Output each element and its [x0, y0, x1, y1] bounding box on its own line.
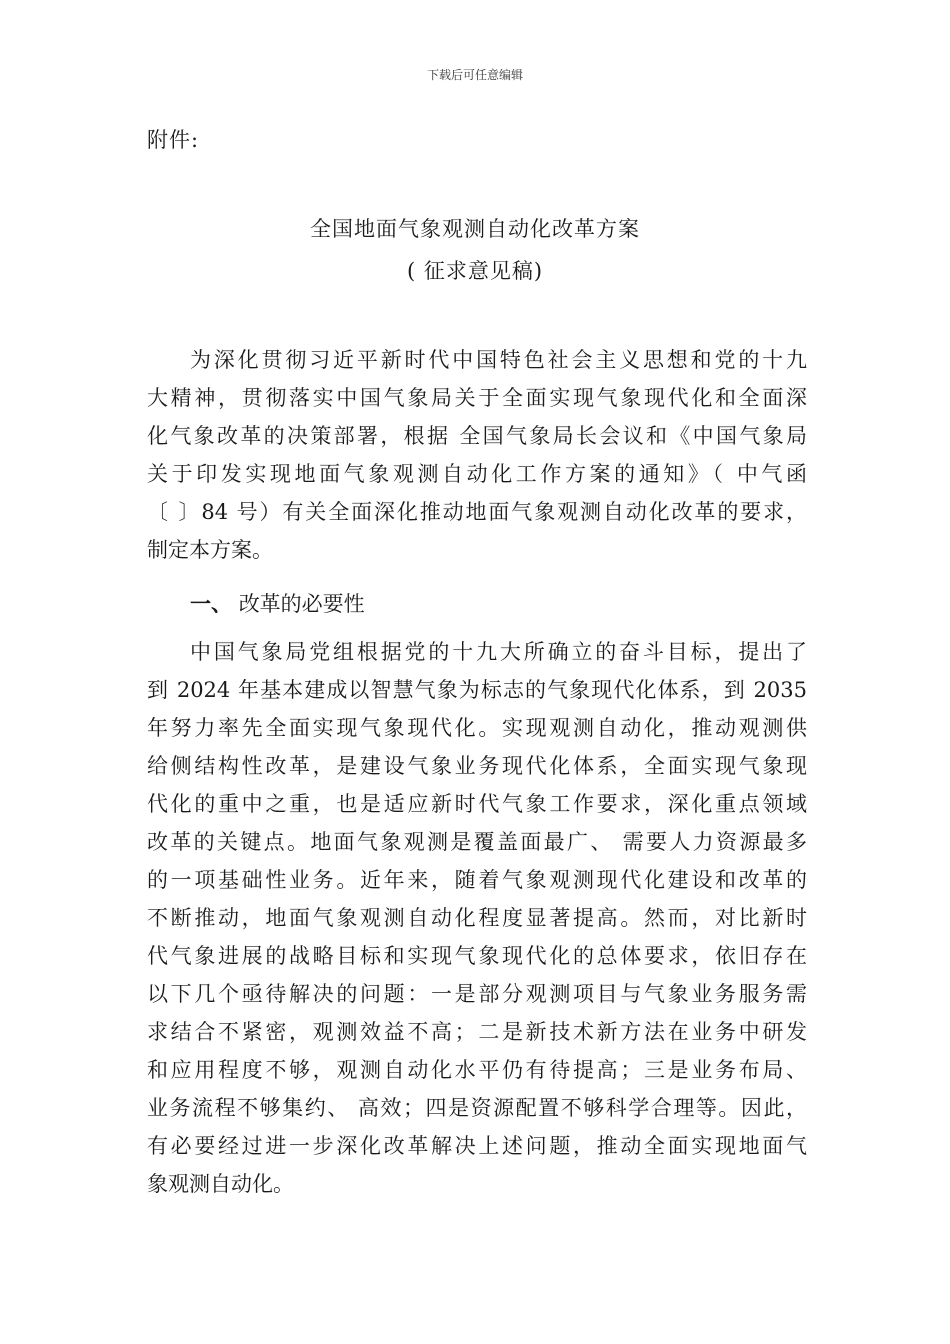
- section-paragraph: [147, 633, 807, 1203]
- text-line: 的一项基础性业务。近年来，随着气象观测现代化建设和改革的: [147, 868, 807, 892]
- text-line: 业务流程不够集约、 高效；四是资源配置不够科学合理等。因此，: [147, 1096, 807, 1120]
- text-line: 大精神，贯彻落实中国气象局关于全面实现气象现代化和全面深: [147, 386, 807, 410]
- text-line: 年努力率先全面实现气象现代化。实现观测自动化，推动观测供: [147, 716, 807, 740]
- document-body: [147, 341, 807, 1203]
- text-line: 有必要经过进一步深化改革解决上述问题，推动全面实现地面气: [147, 1134, 807, 1158]
- document-subtitle: ( 征求意见稿): [406, 259, 544, 283]
- text-line: 到 2024 年基本建成以智慧气象为标志的气象现代化体系，到 2035: [147, 678, 807, 702]
- text-line: 化气象改革的决策部署，根据 全国气象局长会议和《中国气象局: [147, 424, 807, 448]
- intro-paragraph: [147, 341, 807, 569]
- text-line: 不断推动，地面气象观测自动化程度显著提高。然而，对比新时: [147, 906, 807, 930]
- text-line: 给侧结构性改革，是建设气象业务现代化体系，全面实现气象现: [147, 754, 807, 778]
- text-line: 制定本方案。: [147, 538, 273, 562]
- text-line: 中国气象局党组根据党的十九大所确立的奋斗目标，提出了: [190, 640, 807, 664]
- document-title: 全国地面气象观测自动化改革方案: [310, 217, 640, 241]
- section-heading: [147, 575, 807, 633]
- text-line: 象观测自动化。: [147, 1172, 294, 1196]
- text-line: 以下几个亟待解决的问题：一是部分观测项目与气象业务服务需: [147, 982, 807, 1006]
- header-note: 下载后可任意编辑: [426, 68, 523, 82]
- text-line: 关于印发实现地面气象观测自动化工作方案的通知》（ 中气函: [147, 462, 807, 486]
- attachment-label: 附件:: [147, 128, 200, 152]
- text-line: 和应用程度不够，观测自动化水平仍有待提高；三是业务布局、: [147, 1058, 807, 1082]
- text-line: 为深化贯彻习近平新时代中国特色社会主义思想和党的十九: [190, 348, 807, 372]
- text-line: 〔 〕84 号）有关全面深化推动地面气象观测自动化改革的要求，: [147, 500, 807, 524]
- text-line: 代化的重中之重，也是适应新时代气象工作要求，深化重点领域: [147, 792, 807, 816]
- section-title: 改革的必要性: [238, 592, 365, 616]
- text-line: 求结合不紧密，观测效益不高；二是新技术新方法在业务中研发: [147, 1020, 807, 1044]
- text-line: 改革的关键点。地面气象观测是覆盖面最广、 需要人力资源最多: [147, 830, 807, 854]
- text-line: 代气象进展的战略目标和实现气象现代化的总体要求，依旧存在: [147, 944, 807, 968]
- section-number: 一、: [190, 591, 232, 616]
